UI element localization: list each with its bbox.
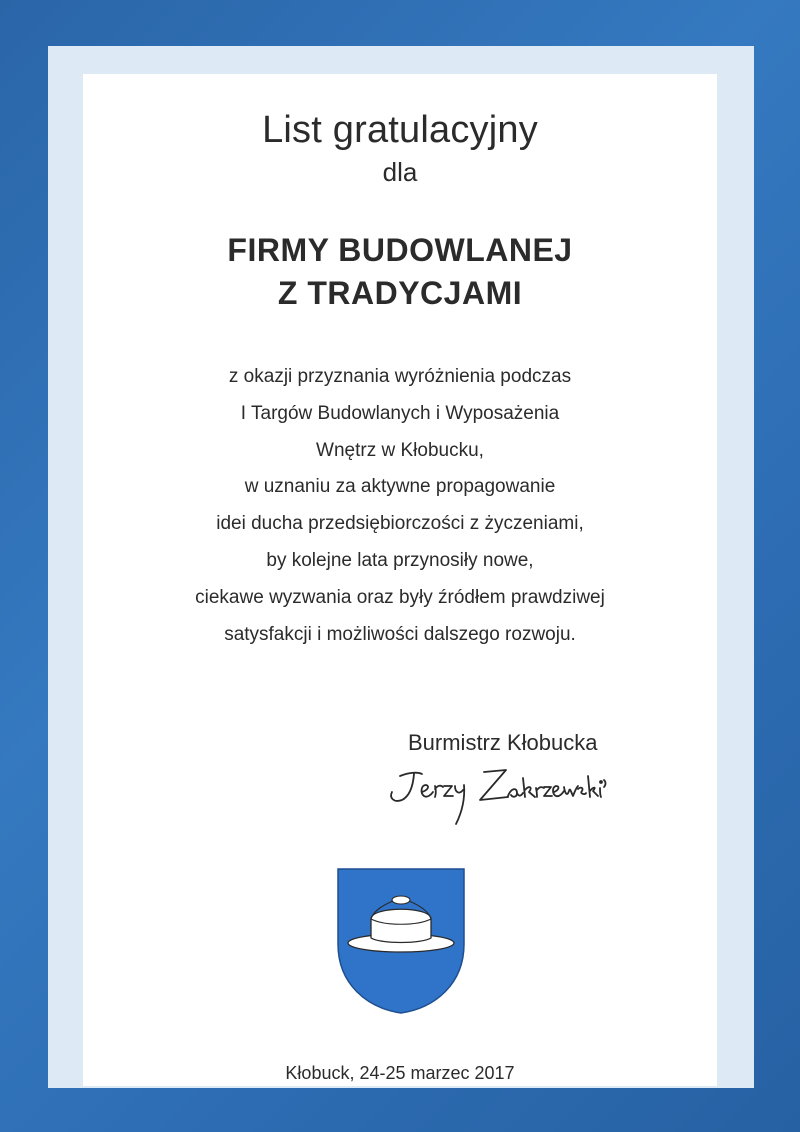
body-line: z okazji przyznania wyróżnienia podczas (228, 366, 572, 387)
body-line: I Targów Budowlanych i Wyposażenia (240, 402, 560, 424)
place-and-date: Kłobuck, 24-25 marzec 2017 (285, 1063, 515, 1083)
handwritten-signature (380, 760, 660, 832)
signer-title: Burmistrz Kłobucka (408, 730, 598, 755)
body-line: ciekawe wyzwania oraz były źródłem prawdziwej (195, 586, 605, 608)
body-line: Wnętrz w Kłobucku, (316, 439, 484, 461)
body-line: idei ducha przedsiębiorczości z życzeniami, (216, 513, 584, 535)
body-line: w uznaniu za aktywne propagowanie (244, 476, 556, 498)
body-line: by kolejne lata przynosiły nowe, (266, 549, 534, 571)
congratulation-text (0, 359, 800, 653)
recipient-line: FIRMY BUDOWLANEJ (227, 232, 573, 268)
document-subtitle: dla (382, 157, 418, 187)
document-title: List gratulacyjny (262, 109, 538, 151)
body-line: satysfakcji i możliwości dalszego rozwoju. (224, 623, 576, 645)
recipient-line: Z TRADYCJAMI (277, 275, 523, 311)
recipient-name (0, 229, 800, 315)
coat-of-arms-icon (335, 866, 467, 1016)
